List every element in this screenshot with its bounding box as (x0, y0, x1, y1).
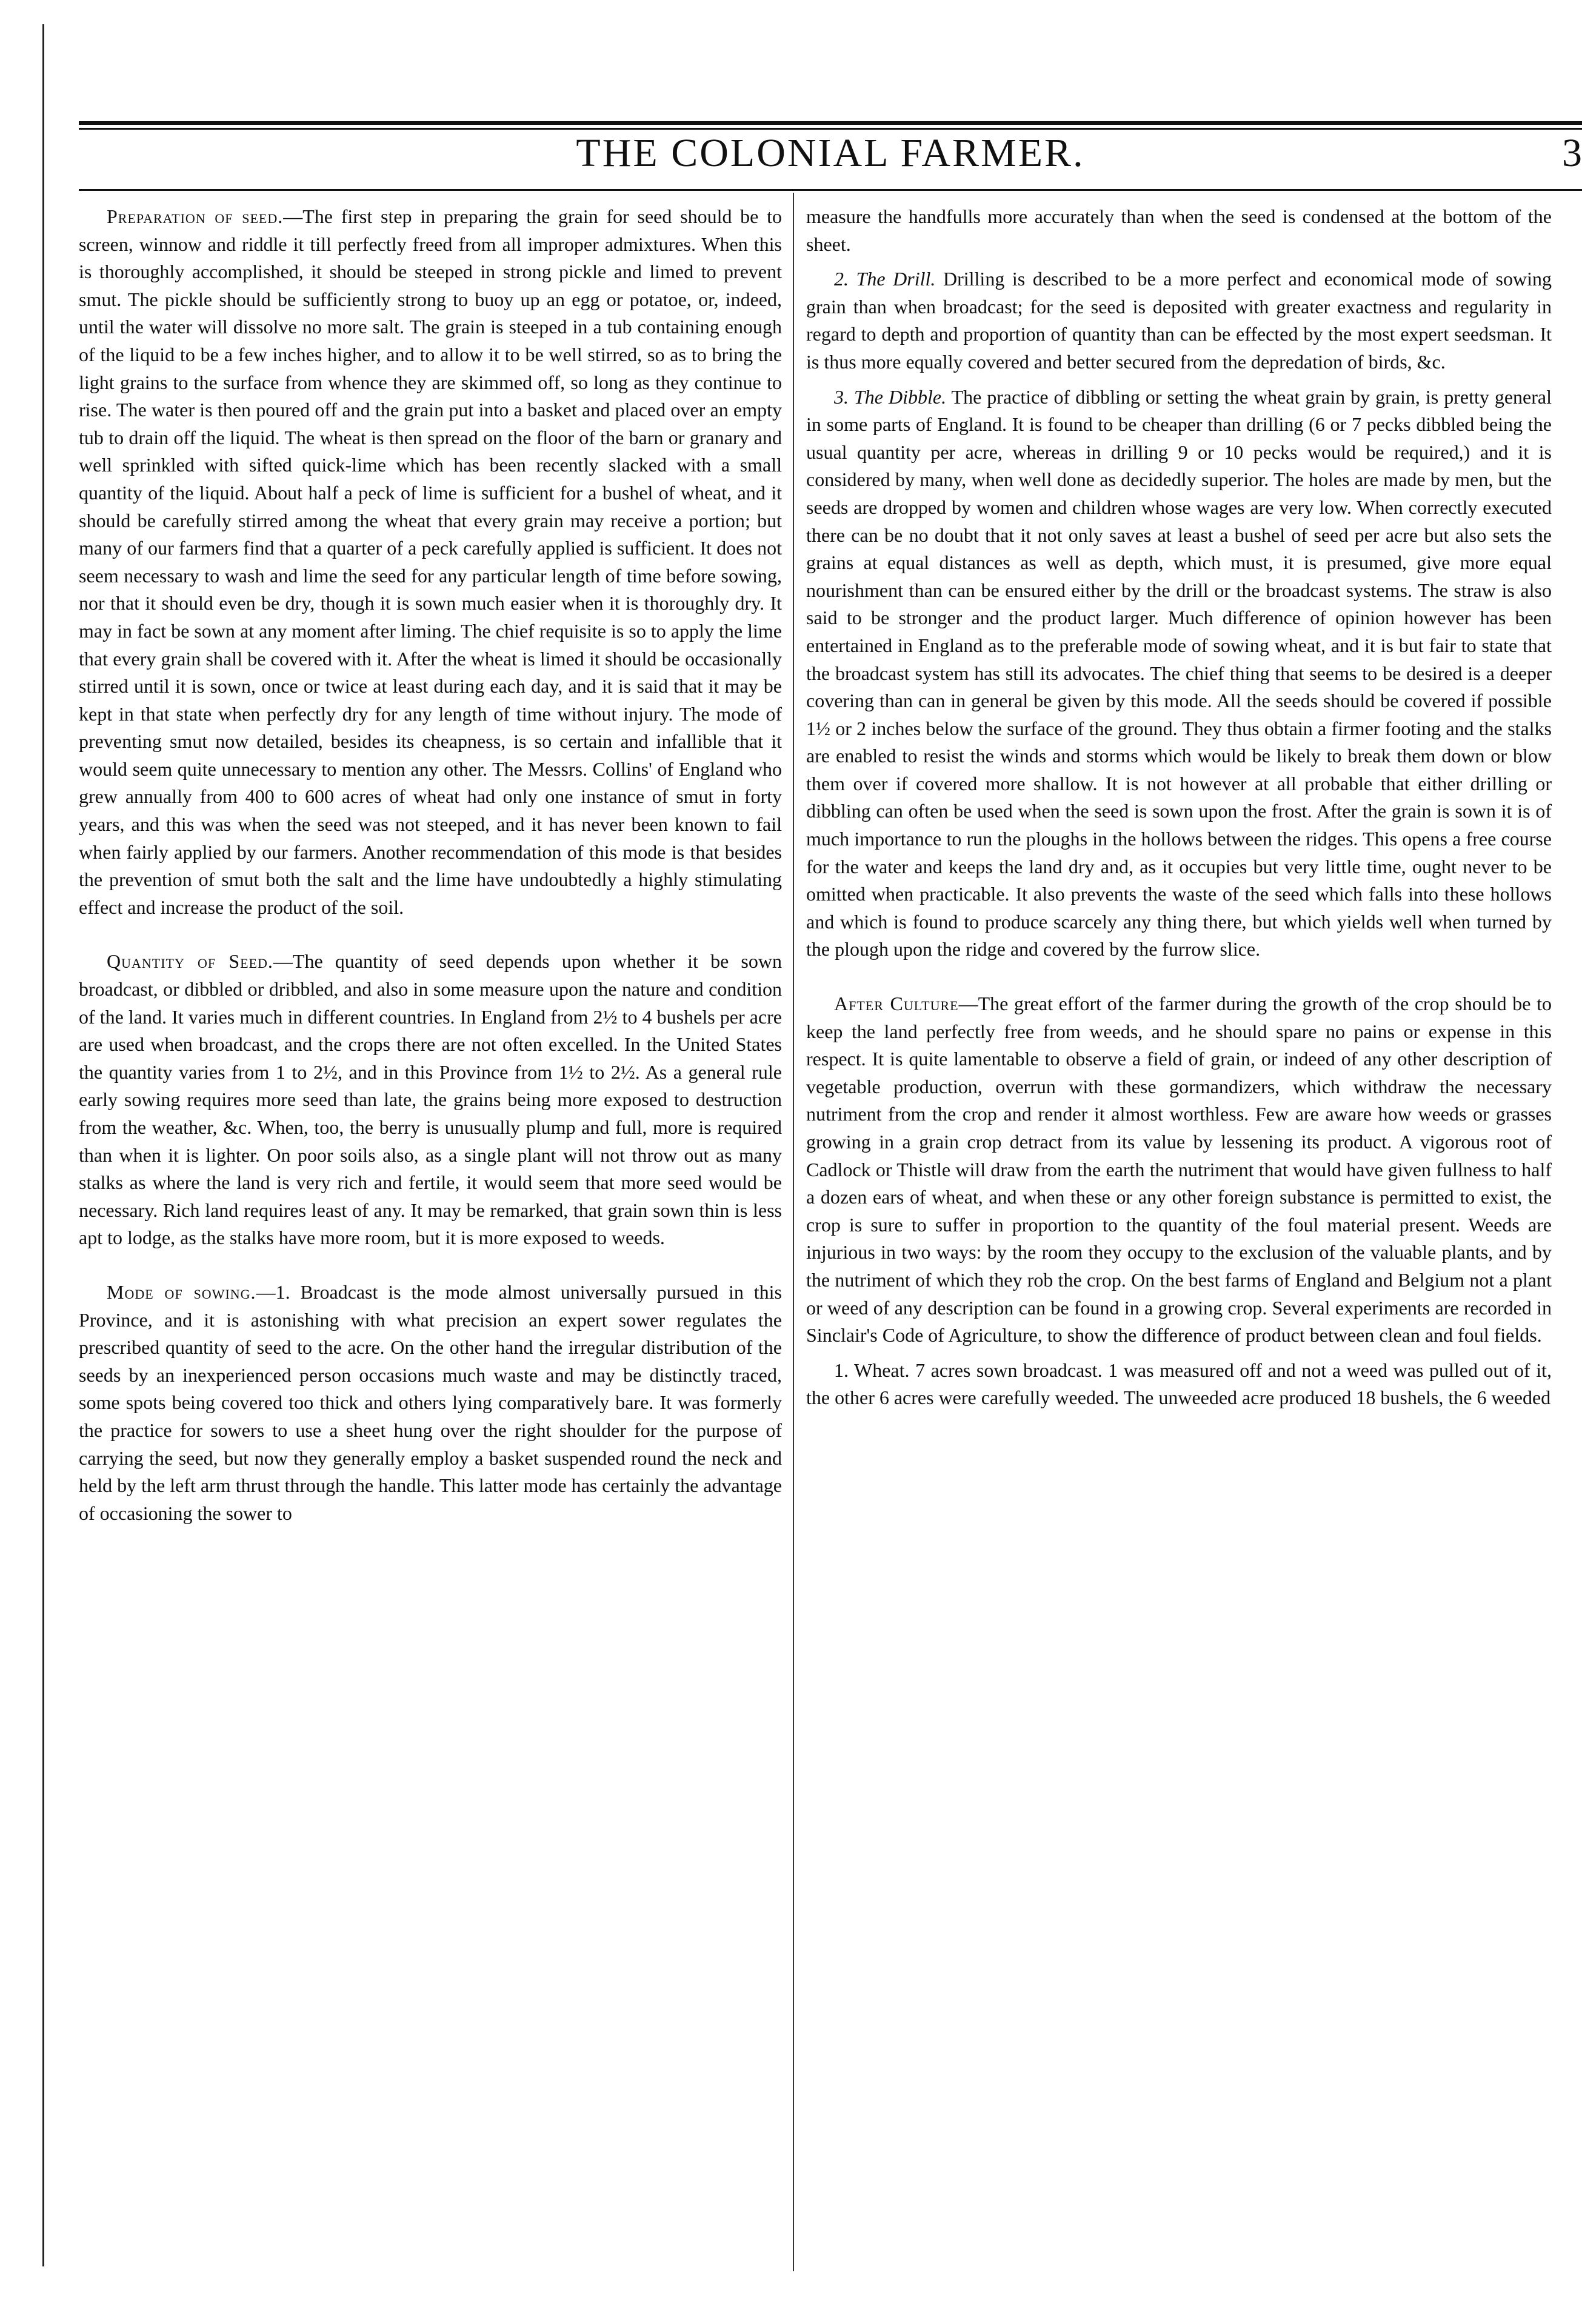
right-column (806, 203, 1552, 1419)
left-column (79, 203, 782, 1534)
paragraph-text: —The quantity of seed depends upon whether it be sown broadcast, or dibbled or dribbled, and also in some measure upon the nature and condition of the land. It varies much in different countries. In England from 2½ to 4 bushels per acre are used when broadcast, and the crops there are not often excelled. In the United States the quantity varies from 1 to 2½, and in this Province from 1½ to 2½. As a general rule early sowing requires more seed than late, the grains being more exposed to destruction from the weather, &c. When, too, the berry is unusually plump and full, more is required than when it is lighter. On poor soils also, as a single plant will not throw out as many stalks as where the land is very rich and fertile, it would seem that more seed would be necessary. Rich land requires least of any. It may be remarked, that grain sown thin is less apt to lodge, as the stalks have more room, but it is more exposed to weeds. (79, 950, 782, 1249)
section-heading: After Culture (834, 993, 959, 1015)
paragraph-text: —1. Broadcast is the mode almost universally pursued in this Province, and it is astonishing with what precision an expert sower regulates the prescribed quantity of seed to the acre. On the other hand the irregular distribution of the seeds by an inexperienced person occasions much waste and may be distinctly traced, some spots being covered too thick and others lying comparatively bare. It was formerly the practice for sowers to use a sheet hung over the right shoulder for the purpose of carrying the seed, but now they generally employ a basket suspended round the neck and held by the left arm thrust through the handle. This latter mode has certainly the advantage of occasioning the sower to (79, 1280, 783, 1524)
paragraph-preparation-of-seed (79, 203, 782, 921)
paragraph-wheat-experiment (806, 1357, 1552, 1412)
paragraph-the-drill (806, 265, 1552, 376)
paragraph-the-dibble (806, 384, 1552, 964)
running-title: THE COLONIAL FARMER. (576, 131, 1085, 175)
page-margin-line (42, 24, 44, 2266)
paragraph-text: —The great effort of the farmer during the growth of the crop should be to keep the land perfectly free from weeds, and he should spare no pains or expense in this respect. It is quite lamentable to observe a field of grain, or indeed of any other description of vegetable production, overrun with these gormandizers, which withdraw the necessary nutriment from the crop and render it almost worthless. Few are aware how weeds or grasses growing in a grain crop detract from its value by lessening its product. A vigorous root of Cadlock or Thistle will draw from the earth the nutriment that would have given fullness to half a dozen ears of wheat, and when these or any other foreign substance is permitted to exist, the crop is sure to suffer in proportion to the quantity of the foul material present. Weeds are injurious in two ways: by the room they occupy to the exclusion of the valuable plants, and by the nutriment of which they rob the crop. On the best farms of England and Belgium not a plant or weed of any description can be found in a growing crop. Several experiments are recorded in Sinclair's Code of Agriculture, to show the difference of product between clean and foul fields. (806, 993, 1552, 1347)
paragraph-text: The practice of dibbling or setting the wheat grain by grain, is pretty general in some parts of England. It is found to be cheaper than drilling (6 or 7 pecks dibbled being the usual quantity per acre, whereas in drilling 9 or 10 pecks would be required,) and it is considered by many, when well done as decidedly superior. The holes are made by men, but the seeds are dropped by women and children whose wages are very low. When correctly executed there can be no doubt that it not only saves at least a bushel of seed per acre but also sets the grains at equal distances as well as depth, which must, it is presumed, give more equal nourishment than can be ensured either by the drill or the broadcast systems. The straw is also said to be stronger and the product larger. Much difference of opinion however has been entertained in England as to the preferable mode of sowing wheat, and it is but fair to state that the broadcast system has still its advocates. The chief thing that seems to be desired is a deeper covering than can in general be given by this mode. All the seeds should be covered if possible 1½ or 2 inches below the surface of the ground. They thus obtain a firmer footing and the stalks are enabled to resist the winds and storms which would be likely to break them down or blow them over if covered more shallow. It is not however at all probable that either drilling or dibbling can often be used when the seed is sown upon the frost. After the grain is sown it is of much importance to run the ploughs in the hollows between the ridges. This opens a free course for the water and keeps the land dry and, as it occupies but very little time, ought never to be omitted when practicable. It also prevents the waste of the seed which falls into these hollows and which is found to produce scarcely any thing there, but which yields well when turned by the plough upon the ridge and covered by the furrow slice. (806, 385, 1552, 961)
paragraph-text: —The first step in preparing the grain for seed should be to screen, winnow and riddle it till perfectly freed from all improper admixtures. When this is thoroughly accomplished, it should be steeped in strong pickle and limed to prevent smut. The pickle should be sufficiently strong to buoy up an egg or potatoe, or, indeed, until the water will dissolve no more salt. The grain is steeped in a tub containing enough of the liquid to be a few inches higher, and to allow it to be well stirred, so as to bring the light grains to the surface from whence they are skimmed off, so long as they continue to rise. The water is then poured off and the grain put into a basket and placed over an empty tub to drain off the liquid. The wheat is then spread on the floor of the barn or granary and well sprinkled with sifted quick-lime which has been recently slacked with a small quantity of the liquid. About half a peck of lime is sufficient for a bushel of wheat, and it should be carefully stirred among the wheat that every grain may receive a portion; but many of our farmers find that a quarter of a peck carefully applied is sufficient. It does not seem necessary to wash and lime the seed for any particular length of time before sowing, nor that it should even be dry, though it is sown much easier when it is thoroughly dry. It may in fact be sown at any moment after liming. The chief requisite is so to apply the lime that every grain shall be covered with it. After the wheat is limed it should be occasionally stirred until it is sown, once or twice at least during each day, and it is said that it may be kept in that state when perfectly dry for any length of time without injury. The mode of preventing smut now detailed, besides its cheapness, is so certain and infallible that it would seem quite unnecessary to mention any other. The Messrs. Collins' of England who grew annually from 400 to 600 acres of wheat had only one instance of smut in forty years, and this was when the seed was not steeped, and it has never been known to fail when fairly applied by our farmers. Another recommendation of this mode is that besides the prevention of smut both the salt and the lime have undoubtedly a highly stimulating effect and increase the product of the soil. (79, 205, 782, 918)
top-double-rule (79, 121, 1582, 130)
paragraph-after-culture (806, 990, 1552, 1350)
section-heading: Mode of sowing. (107, 1280, 256, 1303)
paragraph-quantity-of-seed (79, 948, 782, 1252)
paragraph-text: 7 acres sown broadcast. 1 was measured off and not a weed was pulled out of it, the other 6 acres were carefully weeded. The unweeded acre produced 18 bushels, the 6 weeded (806, 1359, 1552, 1409)
section-heading: Quantity of Seed. (107, 950, 273, 973)
section-heading: 1. Wheat. (834, 1359, 910, 1381)
section-heading: 3. The Dibble. (834, 385, 947, 408)
paragraph-text: measure the handfulls more accurately than when the seed is condensed at the bottom of the sheet. (806, 205, 1552, 255)
paragraph-text: Drilling is described to be a more perfect and economical mode of sowing grain than when broadcast; for the seed is deposited with greater exactness and regularity in regard to depth and proportion of quantity than can be effected by the most expert seedsman. It is thus more equally covered and better secured from the depredation of birds, &c. (806, 268, 1552, 373)
header-rule (79, 189, 1582, 191)
paragraph-continuation (806, 203, 1552, 258)
section-heading: 2. The Drill. (834, 268, 936, 290)
page-header (79, 130, 1582, 185)
paragraph-mode-of-sowing (79, 1279, 782, 1527)
page-number: 3 (1562, 131, 1582, 175)
column-divider (793, 193, 794, 2271)
section-heading: Preparation of seed. (107, 205, 284, 227)
